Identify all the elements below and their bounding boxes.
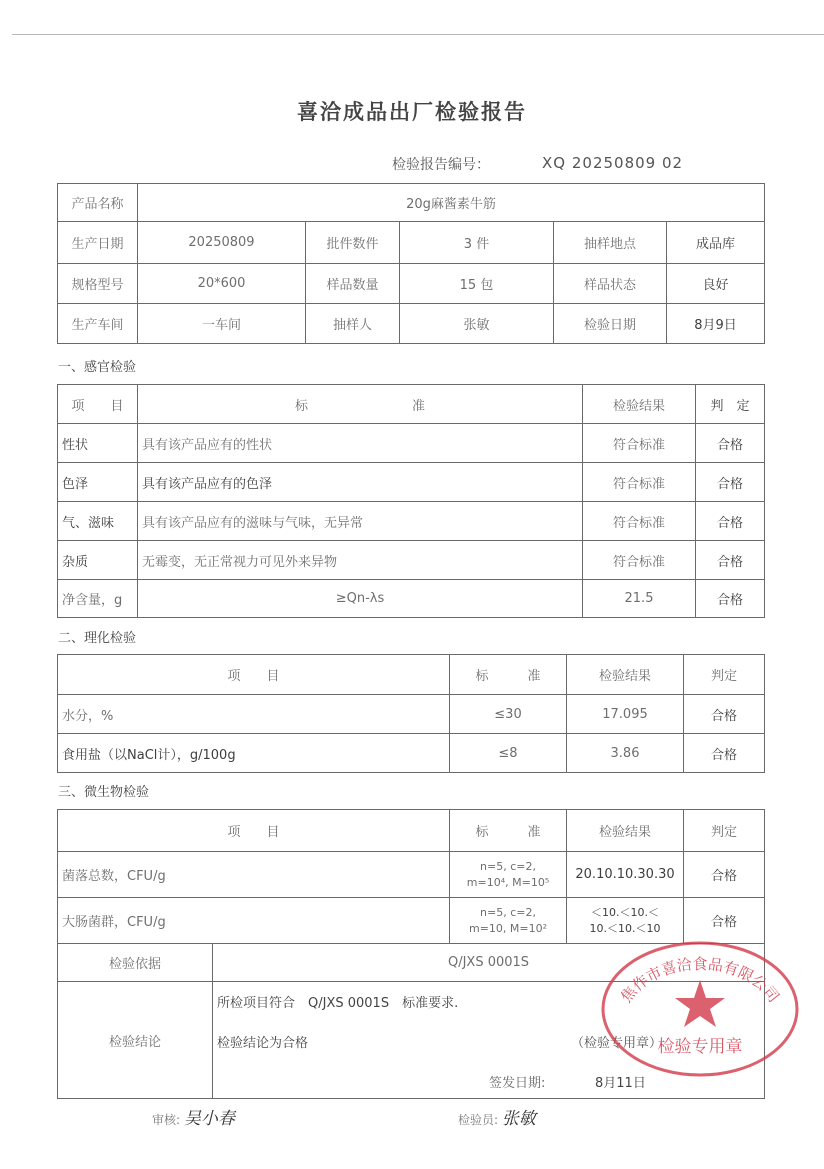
conclusion-line-1: 所检项目符合 Q/JXS 0001S 标准要求. xyxy=(217,996,459,1011)
product-name-value: 20g麻酱素牛筋 xyxy=(138,184,765,222)
table-row-standard: 具有该产品应有的性状 xyxy=(138,424,583,463)
sensory-table xyxy=(57,384,765,618)
report-number xyxy=(392,154,684,174)
sampler-value: 张敏 xyxy=(400,304,554,344)
sample-qty-label: 样品数量 xyxy=(306,264,400,304)
sensory-heading: 一、感官检验 xyxy=(58,360,137,375)
seal-text-path: 焦作市喜洽食品有限公司 xyxy=(617,954,783,1006)
table-row-result: 20.10.10.30.30 xyxy=(567,852,684,898)
result-line-1: ＜10.＜10.＜ xyxy=(591,905,660,919)
standard-line-2: m=10, M=10² xyxy=(468,921,548,935)
micro-head-judge: 判定 xyxy=(684,810,765,852)
table-row-standard: 具有该产品应有的色泽 xyxy=(138,463,583,502)
physchem-head-standard: 标 准 xyxy=(450,655,567,695)
table-row-standard xyxy=(450,898,567,944)
report-number-label: 检验报告编号： xyxy=(392,157,490,173)
table-row-judge: 合格 xyxy=(684,852,765,898)
table-row-standard: ≤8 xyxy=(450,734,567,773)
spec-label: 规格型号 xyxy=(58,264,138,304)
table-row-standard: ≥Qn-λs xyxy=(138,580,583,618)
sampler-label: 抽样人 xyxy=(306,304,400,344)
standard-line-2: m=10⁴, M=10⁵ xyxy=(466,875,550,889)
seal-star-icon xyxy=(675,980,725,1027)
table-row-result: 3.86 xyxy=(567,734,684,773)
sensory-head-standard: 标 准 xyxy=(138,385,583,424)
sample-place-label: 抽样地点 xyxy=(554,222,667,264)
table-row-judge: 合格 xyxy=(684,898,765,944)
table-row-result: 符合标准 xyxy=(583,541,696,580)
inspector xyxy=(458,1104,536,1129)
report-number-value: XQ 20250809 02 xyxy=(542,154,684,172)
sensory-head-item: 项 目 xyxy=(58,385,138,424)
reviewer-label: 审核: xyxy=(152,1113,181,1127)
product-name-label: 产品名称 xyxy=(58,184,138,222)
sensory-head-judge: 判 定 xyxy=(696,385,765,424)
table-row-item: 大肠菌群，CFU/g xyxy=(58,898,450,944)
table-row-result: 17.095 xyxy=(567,695,684,734)
table-row-item: 性状 xyxy=(58,424,138,463)
sample-state-label: 样品状态 xyxy=(554,264,667,304)
basis-label: 检验依据 xyxy=(58,944,213,982)
inspector-label: 检验员: xyxy=(458,1113,499,1127)
reviewer xyxy=(152,1104,235,1129)
sample-qty-value: 15 包 xyxy=(400,264,554,304)
sample-place-value: 成品库 xyxy=(667,222,765,264)
table-row-item: 气、滋味 xyxy=(58,502,138,541)
table-row-item: 色泽 xyxy=(58,463,138,502)
micro-head-item: 项 目 xyxy=(58,810,450,852)
physchem-head-result: 检验结果 xyxy=(567,655,684,695)
table-row-standard: 无霉变，无正常视力可见外来异物 xyxy=(138,541,583,580)
issue-date-value: 8月11日 xyxy=(595,1076,646,1091)
table-row-standard xyxy=(450,852,567,898)
prod-date-label: 生产日期 xyxy=(58,222,138,264)
table-row-judge: 合格 xyxy=(696,502,765,541)
table-row-item: 净含量，g xyxy=(58,580,138,618)
result-line-2: 10.＜10.＜10 xyxy=(589,921,661,935)
seal-bottom-text: 检验专用章 xyxy=(657,1037,743,1057)
conclusion-label: 检验结论 xyxy=(58,982,213,1099)
company-seal xyxy=(600,940,800,1078)
standard-line-1: n=5, c=2, xyxy=(480,859,536,873)
test-date-value: 8月9日 xyxy=(667,304,765,344)
workshop-value: 一车间 xyxy=(138,304,306,344)
physchem-head-judge: 判定 xyxy=(684,655,765,695)
issue-date-label: 签发日期: xyxy=(489,1076,546,1091)
table-row-judge: 合格 xyxy=(696,580,765,618)
table-row-judge: 合格 xyxy=(696,463,765,502)
micro-heading: 三、微生物检验 xyxy=(58,785,150,800)
table-row-judge: 合格 xyxy=(696,541,765,580)
batch-label: 批件数件 xyxy=(306,222,400,264)
physchem-head-item: 项 目 xyxy=(58,655,450,695)
table-row-result: 符合标准 xyxy=(583,502,696,541)
micro-head-result: 检验结果 xyxy=(567,810,684,852)
table-row-item: 食用盐（以NaCl计），g/100g xyxy=(58,734,450,773)
table-row-judge: 合格 xyxy=(684,734,765,773)
basis-value: Q/JXS 0001S xyxy=(213,944,765,982)
table-row-item: 杂质 xyxy=(58,541,138,580)
info-table xyxy=(57,183,765,344)
table-row-standard: 具有该产品应有的滋味与气味，无异常 xyxy=(138,502,583,541)
table-row-item: 水分，% xyxy=(58,695,450,734)
sensory-head-result: 检验结果 xyxy=(583,385,696,424)
conclusion-line-2: 检验结论为合格 xyxy=(217,1036,309,1051)
top-rule xyxy=(12,34,824,35)
seal-note: （检验专用章） xyxy=(571,1036,663,1051)
table-row-result: 符合标准 xyxy=(583,463,696,502)
physchem-table xyxy=(57,654,765,773)
table-row-judge: 合格 xyxy=(696,424,765,463)
report-title: 喜洽成品出厂检验报告 xyxy=(297,100,527,124)
batch-value: 3 件 xyxy=(400,222,554,264)
physchem-heading: 二、理化检验 xyxy=(58,631,137,646)
micro-head-standard: 标 准 xyxy=(450,810,567,852)
table-row-result xyxy=(567,898,684,944)
table-row-item: 菌落总数，CFU/g xyxy=(58,852,450,898)
table-row-judge: 合格 xyxy=(684,695,765,734)
inspector-signature: 张敏 xyxy=(501,1109,536,1129)
standard-line-1: n=5, c=2, xyxy=(480,905,536,919)
prod-date-value: 20250809 xyxy=(138,222,306,264)
reviewer-signature: 吴小春 xyxy=(183,1109,235,1129)
test-date-label: 检验日期 xyxy=(554,304,667,344)
table-row-result: 符合标准 xyxy=(583,424,696,463)
table-row-result: 21.5 xyxy=(583,580,696,618)
table-row-standard: ≤30 xyxy=(450,695,567,734)
workshop-label: 生产车间 xyxy=(58,304,138,344)
sample-state-value: 良好 xyxy=(667,264,765,304)
spec-value: 20*600 xyxy=(138,264,306,304)
